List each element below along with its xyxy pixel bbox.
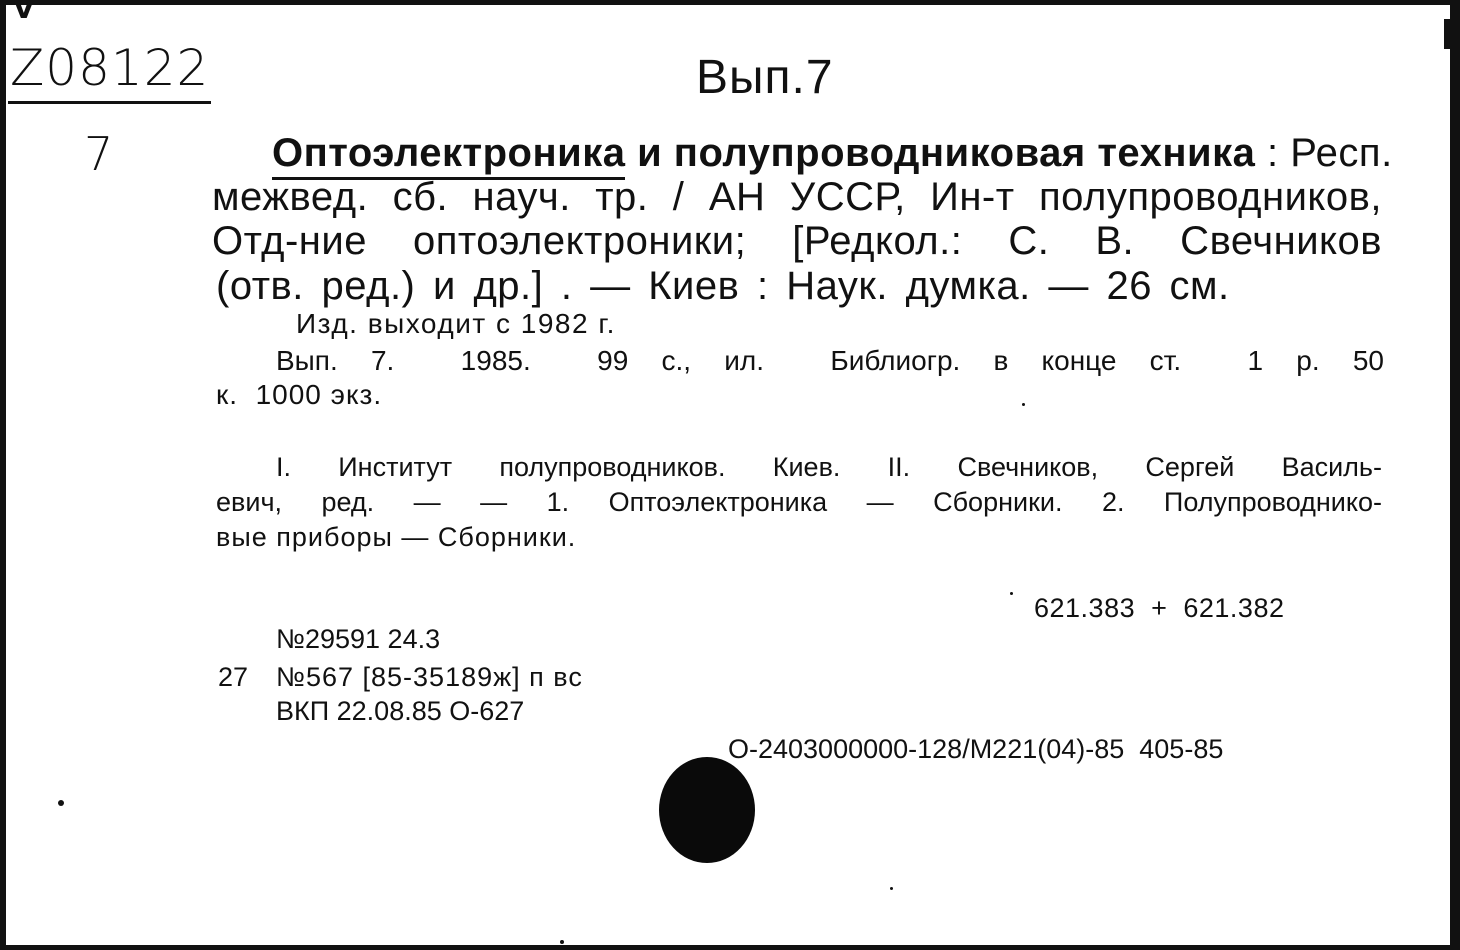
registration-prefix: 27	[218, 662, 249, 692]
publication-start: Изд. выходит с 1982 г.	[296, 308, 616, 339]
vkp-line: ВКП 22.08.85 О-627	[276, 696, 525, 726]
subject-line-1: I. Институт полупроводников. Киев. II. Свечников, Сергей Василь-	[276, 452, 1382, 482]
title-line	[272, 131, 1393, 176]
call-number: Z08122	[10, 39, 210, 97]
title-continuation: и полупроводниковая техника	[625, 131, 1256, 175]
edge-mark	[1444, 19, 1451, 49]
classification: 621.383 + 621.382	[1034, 593, 1285, 623]
issue-header: Вып.7	[696, 51, 834, 104]
speck	[560, 940, 564, 944]
punch-hole	[659, 757, 755, 863]
subject-line-3: вые приборы — Сборники.	[216, 522, 577, 552]
title-main: Оптоэлектроника	[272, 131, 625, 180]
speck	[1010, 592, 1013, 595]
stamp-number: 7	[84, 127, 114, 181]
call-number-underline	[8, 101, 211, 104]
code-line: О-2403000000-128/М221(04)-85 405-85	[728, 734, 1224, 764]
registration-line: №567 [85-35189ж] п вс	[276, 662, 583, 692]
subject-line-2: евич, ред. — — 1. Оптоэлектроника — Сборники. 2. Полупроводнико-	[216, 487, 1382, 517]
issue-details: Вып. 7. 1985. 99 с., ил. Библиогр. в конце ст. 1 р. 50	[276, 345, 1384, 376]
speck	[1022, 403, 1025, 406]
title-tail: : Респ.	[1255, 131, 1393, 175]
call-number-mark: v	[14, 0, 34, 26]
body-line-2: Отд-ние оптоэлектроники; [Редкол.: С. В. Свечников	[212, 219, 1382, 263]
body-line-1: межвед. сб. науч. тр. / АН УССР, Ин-т полупроводников,	[212, 175, 1382, 219]
speck	[58, 800, 64, 806]
registration-number: №29591 24.3	[276, 624, 441, 654]
body-line-3: (отв. ред.) и др.] . — Киев : Наук. думка. — 26 см.	[216, 264, 1230, 308]
speck	[890, 887, 893, 890]
issue-details-cont: к. 1000 экз.	[216, 379, 383, 410]
